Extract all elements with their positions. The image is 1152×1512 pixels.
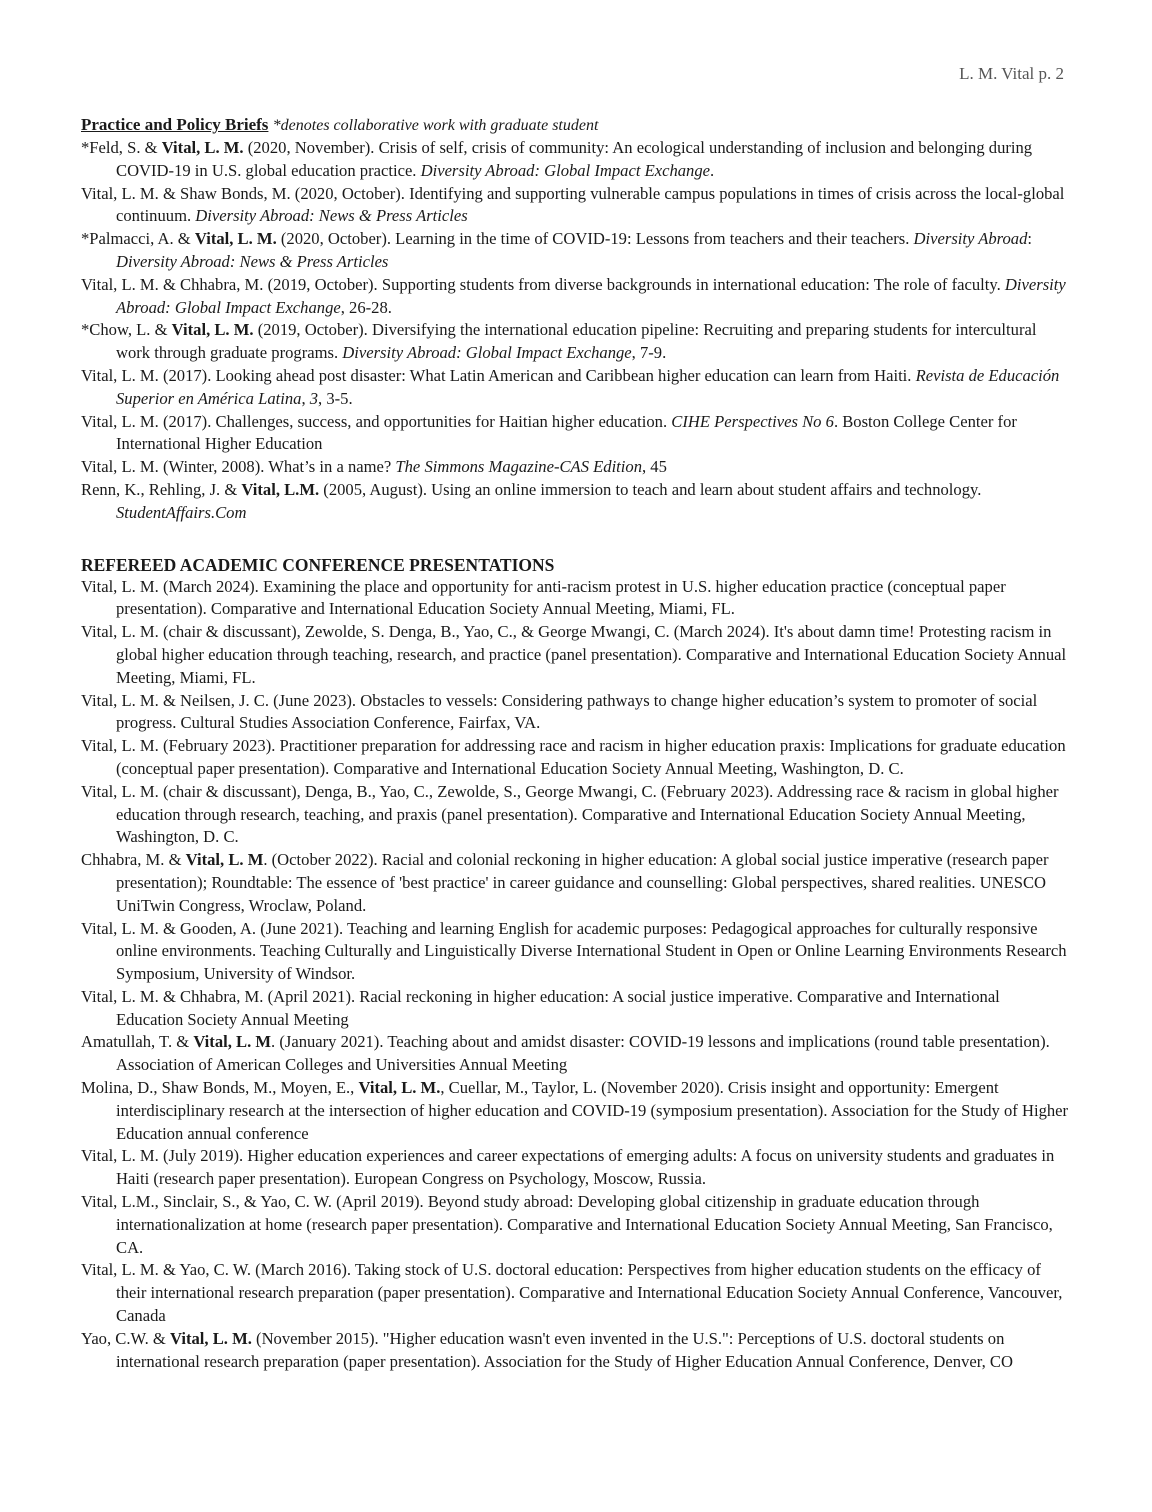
entry-text: *Palmacci, A. & — [81, 229, 195, 249]
entry-text: Vital, L. M. & Shaw Bonds, M. (2020, October). Identifying and supporting vulnerable campus populations in times of crisis across the local-global continuum. — [81, 183, 1065, 226]
brief-entry — [81, 411, 1071, 457]
publication-title: Diversity Abroad: News & Press Articles — [116, 251, 389, 271]
author-highlight: Vital, L. M. — [194, 229, 277, 249]
entry-text: Vital, L. M. (2017). Challenges, success, and opportunities for Haitian higher education. — [81, 411, 672, 431]
publication-title: Revista de Educación Superior en América Latina — [116, 365, 1060, 408]
presentation-entry — [81, 1077, 1071, 1145]
entry-text: , 26-28. — [340, 297, 392, 317]
presentation-entry — [81, 1328, 1071, 1374]
entry-text: (2019, October). Diversifying the international education pipeline: Recruiting and preparing students for intercultural work through graduate programs. — [116, 320, 1037, 363]
briefs-note: *denotes collaborative work with graduate student — [272, 117, 599, 134]
entry-text: Vital, L. M. (2017). Looking ahead post disaster: What Latin American and Caribbean higher education can learn from Haiti. — [81, 365, 916, 385]
entry-text: Vital, L. M. (chair & discussant), Zewolde, S. Denga, B., Yao, C., & George Mwangi, C. (March 2024). It's about damn time! Protesting racism in global higher education through teaching, research, and practice (panel presentation). Comparative and International Education Society Annual Meeting, Miami, FL. — [81, 622, 1067, 687]
presentations-heading: REFEREED ACADEMIC CONFERENCE PRESENTATIONS — [81, 554, 555, 575]
presentation-entry — [81, 1145, 1071, 1191]
publication-title: 3 — [309, 388, 319, 408]
brief-entry — [81, 228, 1071, 274]
presentation-entry — [81, 1031, 1071, 1077]
entry-text: , Cuellar, M., Taylor, L. (November 2020). Crisis insight and opportunity: Emergent interdisciplinary research at the intersection of higher education and COVID-19 (symposium presentation). Association for the Study of Higher Education annual conference — [116, 1078, 1069, 1143]
entry-text: Vital, L. M. (chair & discussant), Denga, B., Yao, C., Zewolde, S., George Mwangi, C. (February 2023). Addressing race & racism in global higher education through research, teaching, and praxis (panel presentation). Comparative and International Education Society Annual Meeting, Washington, D. C. — [81, 781, 1059, 847]
entry-text: . — [710, 160, 715, 180]
brief-entry — [81, 319, 1071, 365]
publication-title: Diversity Abroad: News & Press Articles — [195, 206, 468, 226]
entry-text: Vital, L. M. (February 2023). Practitioner preparation for addressing race and racism in higher education praxis: Implications for graduate education (conceptual paper presentation). Comparative and International Education Society Annual Meeting, Washington, D. C. — [81, 736, 1066, 778]
entry-text: Vital, L.M., Sinclair, S., & Yao, C. W. (April 2019). Beyond study abroad: Developing global citizenship in graduate education through internationalization at home (research paper presentation). Comparative and International Education Society Annual Meeting, San Francisco, CA. — [81, 1192, 1053, 1257]
entry-text: (2005, August). Using an online immersion to teach and learn about student affairs and technology. — [319, 479, 982, 499]
entry-text: Vital, L. M. & Yao, C. W. (March 2016). Taking stock of U.S. doctoral education: Perspectives from higher education students on the efficacy of their international research preparation (paper presentation). Comparative and International Education Society Annual Conference, Vancouver, Canada — [81, 1260, 1063, 1326]
entry-text: Vital, L. M. & Neilsen, J. C. (June 2023). Obstacles to vessels: Considering pathways to change higher education’s system to promoter of social progress. Cultural Studies Association Conference, Fairfax, VA. — [81, 690, 1038, 733]
entry-text: Vital, L. M. & Chhabra, M. (April 2021). Racial reckoning in higher education: A social justice imperative. Comparative and International Education Society Annual Meeting — [81, 986, 1000, 1029]
brief-entry — [81, 456, 1071, 479]
entry-text: . Boston College Center for International Higher Education — [116, 411, 1017, 454]
author-highlight: Vital, L. M. — [170, 1328, 252, 1348]
entry-text: Vital, L. M. (July 2019). Higher education experiences and career expectations of emerging adults: A focus on university students and graduates in Haiti (research paper presentation). European Congress on Psychology, Moscow, Russia. — [81, 1146, 1055, 1189]
publication-title: Diversity Abroad: Global Impact Exchange — [116, 274, 1066, 317]
publication-title: Diversity Abroad: Global Impact Exchange — [420, 160, 711, 180]
briefs-list — [81, 137, 1071, 525]
entry-text: Renn, K., Rehling, J. & — [81, 479, 242, 499]
brief-entry — [81, 274, 1071, 320]
entry-text: Vital, L. M. & Chhabra, M. (2019, October). Supporting students from diverse backgrounds in international education: The role of faculty. — [81, 274, 1005, 294]
author-highlight: Vital, L. M — [185, 850, 264, 870]
publication-title: The Simmons Magazine-CAS Edition — [395, 457, 642, 477]
entry-text: Vital, L. M. & Gooden, A. (June 2021). Teaching and learning English for academic purposes: Pedagogical approaches for culturally responsive online environments. Teaching Culturally and Linguistically Diverse International Student in Open or Online Learning Environments Research Symposium, University of Windsor. — [81, 918, 1067, 984]
entry-text: (2020, November). Crisis of self, crisis of community: An ecological understanding of inclusion and belonging during COVID-19 in U.S. global education practice. — [116, 138, 1033, 180]
entry-text: , 45 — [642, 457, 667, 477]
presentation-entry — [81, 781, 1071, 849]
page-header: L. M. Vital p. 2 — [959, 64, 1064, 83]
entry-text: , 7-9. — [631, 343, 667, 363]
presentation-entry — [81, 849, 1071, 917]
publication-title: StudentAffairs.Com — [116, 502, 247, 522]
entry-text: *Feld, S. & — [81, 138, 162, 157]
entry-text: (2020, October). Learning in the time of COVID-19: Lessons from teachers and their teachers. — [276, 229, 914, 249]
cv-content — [81, 114, 1071, 1373]
entry-text: Yao, C.W. & — [81, 1328, 170, 1348]
brief-entry — [81, 183, 1071, 229]
presentation-entry — [81, 1259, 1071, 1327]
entry-text: . (October 2022). Racial and colonial reckoning in higher education: A global social justice imperative (research paper presentation); Roundtable: The essence of 'best practice' in career guidance and counselling: Global perspectives, shared realities. UNESCO UniTwin Congress, Wroclaw, Poland. — [116, 850, 1049, 915]
author-highlight: Vital, L.M. — [241, 479, 320, 499]
publication-title: Diversity Abroad: Global Impact Exchange — [342, 343, 632, 363]
author-highlight: Vital, L. M. — [358, 1078, 441, 1098]
entry-text: . (January 2021). Teaching about and amidst disaster: COVID-19 lessons and implications (round table presentation). Association of American Colleges and Universities Annual Meeting — [116, 1032, 1050, 1075]
entry-text: (November 2015). "Higher education wasn't even invented in the U.S.": Perceptions of U.S. doctoral students on international research preparation (paper presentation). Association for the Study of Higher Education Annual Conference, Denver, CO — [116, 1328, 1013, 1371]
entry-text: , — [301, 388, 310, 408]
entry-text: *Chow, L. & — [81, 320, 172, 340]
presentation-entry — [81, 576, 1071, 622]
presentation-entry — [81, 735, 1071, 781]
author-highlight: Vital, L. M. — [171, 320, 254, 340]
briefs-section-title — [81, 114, 1071, 137]
briefs-heading: Practice and Policy Briefs — [81, 115, 269, 134]
entry-text: Molina, D., Shaw Bonds, M., Moyen, E., — [81, 1078, 359, 1098]
brief-entry — [81, 365, 1071, 411]
publication-title: CIHE Perspectives No 6 — [671, 411, 834, 431]
entry-text: : — [1027, 229, 1033, 249]
presentation-entry — [81, 1191, 1071, 1259]
presentations-list — [81, 576, 1071, 1374]
publication-title: Diversity Abroad — [913, 229, 1028, 249]
presentation-entry — [81, 986, 1071, 1032]
brief-entry — [81, 137, 1071, 183]
author-highlight: Vital, L. M. — [161, 138, 244, 157]
author-highlight: Vital, L. M — [193, 1032, 272, 1052]
entry-text: Vital, L. M. (Winter, 2008). What’s in a name? — [81, 457, 396, 477]
entry-text: Amatullah, T. & — [81, 1032, 194, 1052]
presentation-entry — [81, 918, 1071, 986]
presentation-entry — [81, 690, 1071, 736]
entry-text: Vital, L. M. (March 2024). Examining the place and opportunity for anti-racism protest in U.S. higher education practice (conceptual paper presentation). Comparative and International Education Society Annual Meeting, Miami, FL. — [81, 576, 1006, 619]
brief-entry — [81, 479, 1071, 525]
presentation-entry — [81, 621, 1071, 689]
entry-text: Chhabra, M. & — [81, 850, 186, 870]
entry-text: , 3-5. — [318, 388, 353, 408]
